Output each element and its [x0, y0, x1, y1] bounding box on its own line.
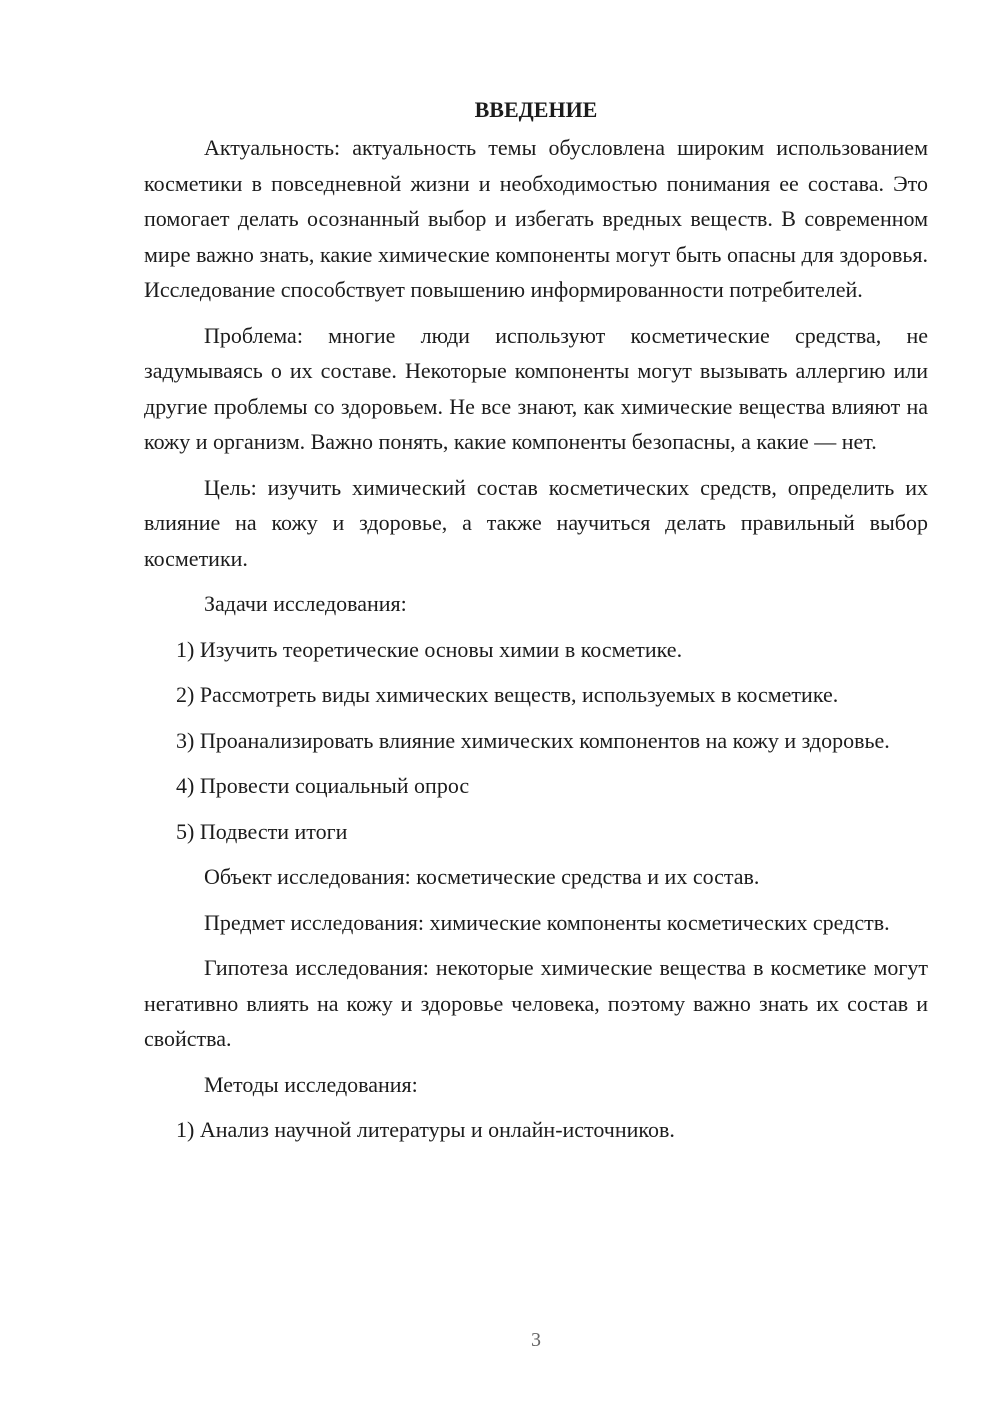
document-page [144, 92, 928, 1158]
task-item: 3) Проанализировать влияние химических компонентов на кожу и здоровье. [176, 727, 890, 753]
task-item: 2) Рассмотреть виды химических веществ, используемых в косметике. [176, 682, 839, 707]
relevance-paragraph: Актуальность: актуальность темы обусловлена широким использованием косметики в повседневной жизни и необходимостью понимания ее состава. Это помогает делать осознанный выбор и избегать вредных веществ. В современном мире важно знать, какие химические компоненты могут быть опасны для здоровья. Исследование способствует повышению информированности потребителей. [144, 135, 928, 302]
methods-title: Методы исследования: [204, 1071, 418, 1097]
subject-paragraph: Предмет исследования: химические компоненты косметических средств. [204, 909, 890, 935]
task-item: 4) Провести социальный опрос [176, 773, 470, 798]
hypothesis-paragraph: Гипотеза исследования: некоторые химические вещества в косметике могут негативно влиять на кожу и здоровье человека, поэтому важно знать их состав и свойства. [144, 955, 928, 1051]
goal-paragraph: Цель: изучить химический состав косметических средств, определить их влияние на кожу и здоровье, а также научиться делать правильный выбор косметики. [144, 474, 928, 571]
object-paragraph: Объект исследования: косметические средства и их состав. [204, 864, 760, 889]
page-number: 3 [531, 1329, 541, 1351]
task-item: 1) Изучить теоретические основы химии в косметике. [176, 636, 683, 662]
problem-paragraph: Проблема: многие люди используют косметические средства, не задумываясь о их составе. Некоторые компоненты могут вызывать аллергию или другие проблемы со здоровьем. Не все знают, как химические вещества влияют на кожу и организм. Важно понять, какие компоненты безопасны, а какие — нет. [144, 322, 928, 454]
section-heading: ВВЕДЕНИЕ [474, 97, 598, 122]
task-item: 5) Подвести итоги [176, 818, 348, 844]
method-item: 1) Анализ научной литературы и онлайн-источников. [176, 1117, 675, 1142]
tasks-title: Задачи исследования: [204, 591, 407, 616]
